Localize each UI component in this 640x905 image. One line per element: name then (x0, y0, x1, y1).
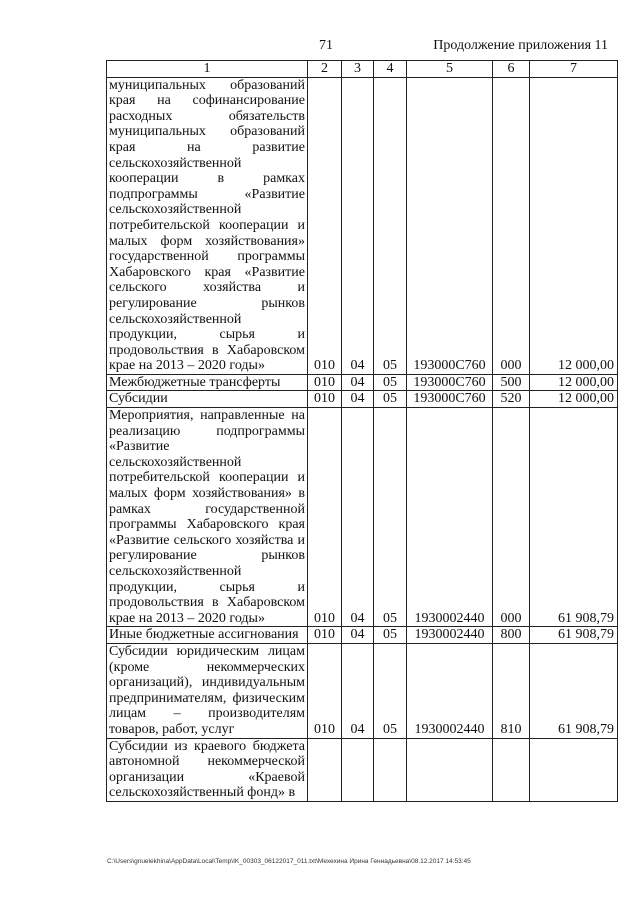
row-description: муниципальных образований края на софинансирование расходных обязательств муниципальных образований края на развитие сельскохозяйственной кооперации в рамках подпрограммы «Развитие сельскохозяйственной потребительской кооперации и малых форм хозяйствования» государственной программы Хабаровского края «Развитие сельского хозяйства и регулирование рынков сельскохозяйственной продукции, сырья и продовольствия в Хабаровском крае на 2013 – 2020 годы» (107, 77, 308, 374)
code-cell: 1930002440 (407, 408, 493, 627)
row-description: Субсидии юридическим лицам (кроме некоммерческих организаций), индивидуальным предпринимателям, физическим лицам – производителям товаров, работ, услуг (107, 643, 308, 738)
code-cell: 520 (493, 391, 530, 408)
code-cell: 800 (493, 627, 530, 644)
table-row (107, 738, 618, 801)
row-description: Субсидии из краевого бюджета автономной некоммерческой организации «Краевой сельскохозяйственный фонд» в (107, 738, 308, 801)
code-cell: 04 (342, 77, 374, 374)
code-cell (407, 738, 493, 801)
column-header: 7 (530, 61, 618, 78)
code-cell: 04 (342, 408, 374, 627)
row-description: Субсидии (107, 391, 308, 408)
amount-cell: 61 908,79 (530, 408, 618, 627)
code-cell: 1930002440 (407, 627, 493, 644)
continuation-header: Продолжение приложения 11 (433, 38, 608, 53)
code-cell: 04 (342, 374, 374, 391)
code-cell: 04 (342, 627, 374, 644)
row-description: Мероприятия, направленные на реализацию подпрограммы «Развитие сельскохозяйственной потребительской кооперации и малых форм хозяйствования» в рамках государственной программы Хабаровского края «Развитие сельского хозяйства и регулирование рынков сельскохозяйственной продукции, сырья и продовольствия в Хабаровском крае на 2013 – 2020 годы» (107, 408, 308, 627)
code-cell: 010 (308, 627, 342, 644)
code-cell: 1930002440 (407, 643, 493, 738)
code-cell: 05 (374, 627, 407, 644)
row-description: Межбюджетные трансферты (107, 374, 308, 391)
amount-cell: 12 000,00 (530, 391, 618, 408)
page-number: 71 (319, 38, 333, 53)
row-description: Иные бюджетные ассигнования (107, 627, 308, 644)
code-cell: 000 (493, 408, 530, 627)
table-row (107, 374, 618, 391)
amount-cell: 12 000,00 (530, 374, 618, 391)
amount-cell: 61 908,79 (530, 627, 618, 644)
code-cell: 010 (308, 643, 342, 738)
code-cell: 05 (374, 374, 407, 391)
code-cell: 193000С760 (407, 77, 493, 374)
code-cell: 04 (342, 391, 374, 408)
column-number-row (107, 61, 618, 78)
table-row (107, 391, 618, 408)
column-header: 3 (342, 61, 374, 78)
table-row (107, 627, 618, 644)
column-header: 4 (374, 61, 407, 78)
code-cell (493, 738, 530, 801)
code-cell: 000 (493, 77, 530, 374)
code-cell: 05 (374, 643, 407, 738)
code-cell: 810 (493, 643, 530, 738)
table-row (107, 408, 618, 627)
table-row (107, 643, 618, 738)
code-cell: 05 (374, 408, 407, 627)
code-cell: 010 (308, 391, 342, 408)
appendix-table (106, 60, 618, 802)
code-cell: 193000С760 (407, 391, 493, 408)
amount-cell: 12 000,00 (530, 77, 618, 374)
code-cell: 010 (308, 77, 342, 374)
code-cell: 05 (374, 77, 407, 374)
code-cell (308, 738, 342, 801)
column-header: 6 (493, 61, 530, 78)
amount-cell (530, 738, 618, 801)
code-cell: 193000С760 (407, 374, 493, 391)
code-cell (342, 738, 374, 801)
code-cell: 010 (308, 408, 342, 627)
code-cell: 05 (374, 391, 407, 408)
code-cell: 500 (493, 374, 530, 391)
table-row (107, 77, 618, 374)
code-cell: 04 (342, 643, 374, 738)
column-header: 2 (308, 61, 342, 78)
column-header: 5 (407, 61, 493, 78)
amount-cell: 61 908,79 (530, 643, 618, 738)
column-header: 1 (107, 61, 308, 78)
file-path-footer: C:\Users\gnuelekhina\AppData\Local\Temp\IK_00303_06122017_011.txt\Мехехина Ирина Геннадьевна\08.12.2017 14:53:45 (107, 858, 471, 865)
code-cell (374, 738, 407, 801)
code-cell: 010 (308, 374, 342, 391)
